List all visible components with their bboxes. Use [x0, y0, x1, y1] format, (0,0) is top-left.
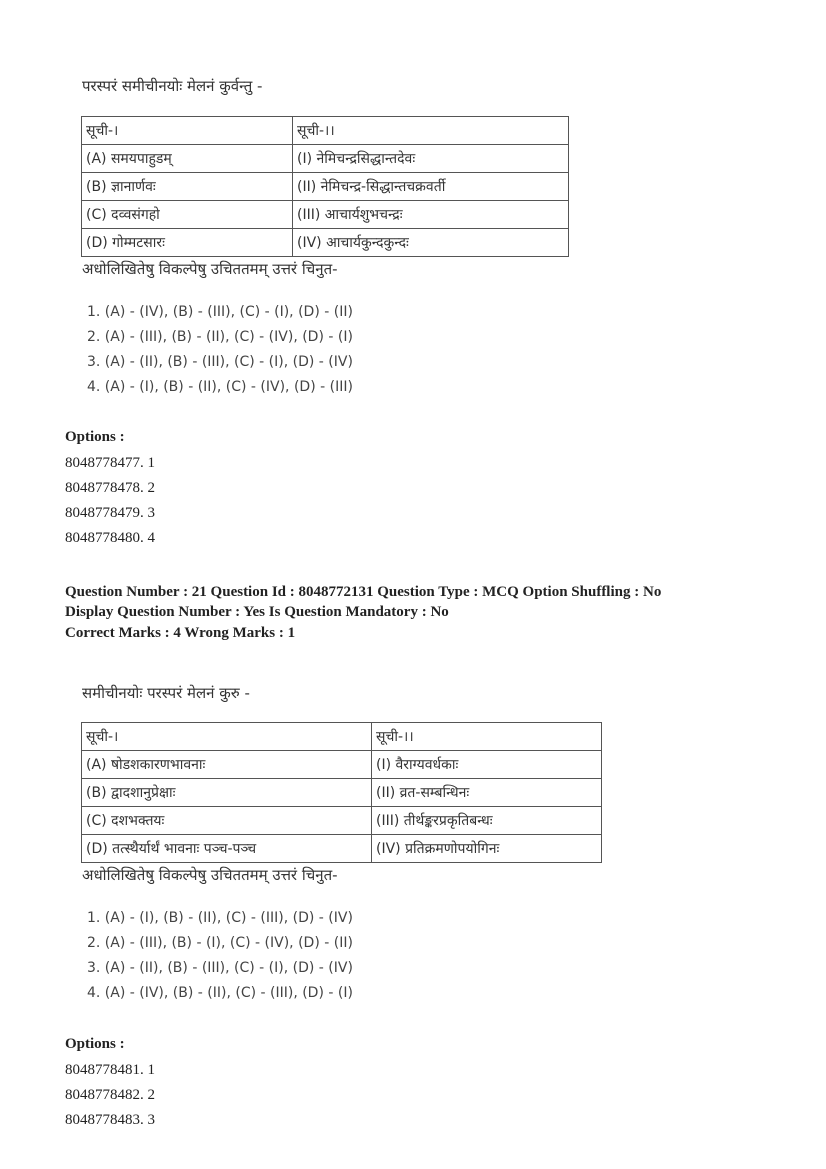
table-cell: (D) तत्स्थैर्यार्थं भावनाः पञ्च-पञ्च	[82, 835, 372, 863]
table-row	[82, 751, 602, 779]
choice-item: 1. (A) - (I), (B) - (II), (C) - (III), (D) - (IV)	[87, 910, 353, 926]
table-cell: (B) द्वादशानुप्रेक्षाः	[82, 779, 372, 807]
table-cell: (III) आचार्यशुभचन्द्रः	[293, 201, 569, 229]
q20-options-label: Options :	[65, 429, 125, 445]
table-cell: सूची-।	[82, 723, 372, 751]
q20-statement: परस्परं समीचीनयोः मेलनं कुर्वन्तु -	[82, 77, 263, 95]
choice-item: 3. (A) - (II), (B) - (III), (C) - (I), (D) - (IV)	[87, 960, 353, 976]
table-cell: सूची-।।	[372, 723, 602, 751]
table-cell: (II) व्रत-सम्बन्धिनः	[372, 779, 602, 807]
table-row	[82, 807, 602, 835]
option-item: 8048778482. 2	[65, 1087, 155, 1103]
q20-choice-list	[87, 300, 353, 400]
table-cell: (D) गोम्मटसारः	[82, 229, 293, 257]
q21-meta-line2: Display Question Number : Yes Is Question Mandatory : No	[65, 604, 449, 620]
table-row	[82, 229, 569, 257]
q21-meta-line1: Question Number : 21 Question Id : 8048772131 Question Type : MCQ Option Shuffling : No	[65, 584, 662, 600]
table-cell: (C) दव्वसंगहो	[82, 201, 293, 229]
table-row	[82, 145, 569, 173]
option-item: 8048778483. 3	[65, 1112, 155, 1128]
q20-instruction: अधोलिखितेषु विकल्पेषु उचिततमम् उत्तरं चिनुत-	[82, 260, 338, 278]
table-cell: (A) षोडशकारणभावनाः	[82, 751, 372, 779]
option-item: 8048778481. 1	[65, 1062, 155, 1078]
option-item: 8048778477. 1	[65, 455, 155, 471]
option-item: 8048778480. 4	[65, 530, 155, 546]
choice-item: 2. (A) - (III), (B) - (I), (C) - (IV), (D) - (II)	[87, 935, 353, 951]
table-cell: (II) नेमिचन्द्र-सिद्धान्तचक्रवर्ती	[293, 173, 569, 201]
q21-options-label: Options :	[65, 1036, 125, 1052]
choice-item: 2. (A) - (III), (B) - (II), (C) - (IV), (D) - (I)	[87, 329, 353, 345]
table-header-row	[82, 723, 602, 751]
table-header-row	[82, 117, 569, 145]
q21-instruction: अधोलिखितेषु विकल्पेषु उचिततमम् उत्तरं चिनुत-	[82, 866, 338, 884]
table-cell: (A) समयपाहुडम्	[82, 145, 293, 173]
q21-statement: समीचीनयोः परस्परं मेलनं कुरु -	[82, 684, 250, 702]
choice-item: 3. (A) - (II), (B) - (III), (C) - (I), (D) - (IV)	[87, 354, 353, 370]
choice-item: 4. (A) - (I), (B) - (II), (C) - (IV), (D) - (III)	[87, 379, 353, 395]
table-cell: (IV) आचार्यकुन्दकुन्दः	[293, 229, 569, 257]
q20-options-list	[65, 451, 155, 551]
option-item: 8048778479. 3	[65, 505, 155, 521]
table-cell: (I) नेमिचन्द्रसिद्धान्तदेवः	[293, 145, 569, 173]
q21-match-table	[81, 722, 602, 863]
table-cell: (C) दशभक्तयः	[82, 807, 372, 835]
q20-match-table	[81, 116, 569, 257]
table-row	[82, 779, 602, 807]
table-cell: (I) वैराग्यवर्धकाः	[372, 751, 602, 779]
q21-choice-list	[87, 906, 353, 1006]
q21-marks: Correct Marks : 4 Wrong Marks : 1	[65, 625, 296, 641]
q21-options-list	[65, 1058, 155, 1133]
table-cell: (III) तीर्थङ्करप्रकृतिबन्धः	[372, 807, 602, 835]
q21-meta	[65, 582, 765, 622]
table-row	[82, 201, 569, 229]
table-cell: (B) ज्ञानार्णवः	[82, 173, 293, 201]
table-row	[82, 173, 569, 201]
option-item: 8048778478. 2	[65, 480, 155, 496]
table-row	[82, 835, 602, 863]
choice-item: 4. (A) - (IV), (B) - (II), (C) - (III), (D) - (I)	[87, 985, 353, 1001]
table-cell: सूची-।	[82, 117, 293, 145]
choice-item: 1. (A) - (IV), (B) - (III), (C) - (I), (D) - (II)	[87, 304, 353, 320]
table-cell: (IV) प्रतिक्रमणोपयोगिनः	[372, 835, 602, 863]
table-cell: सूची-।।	[293, 117, 569, 145]
